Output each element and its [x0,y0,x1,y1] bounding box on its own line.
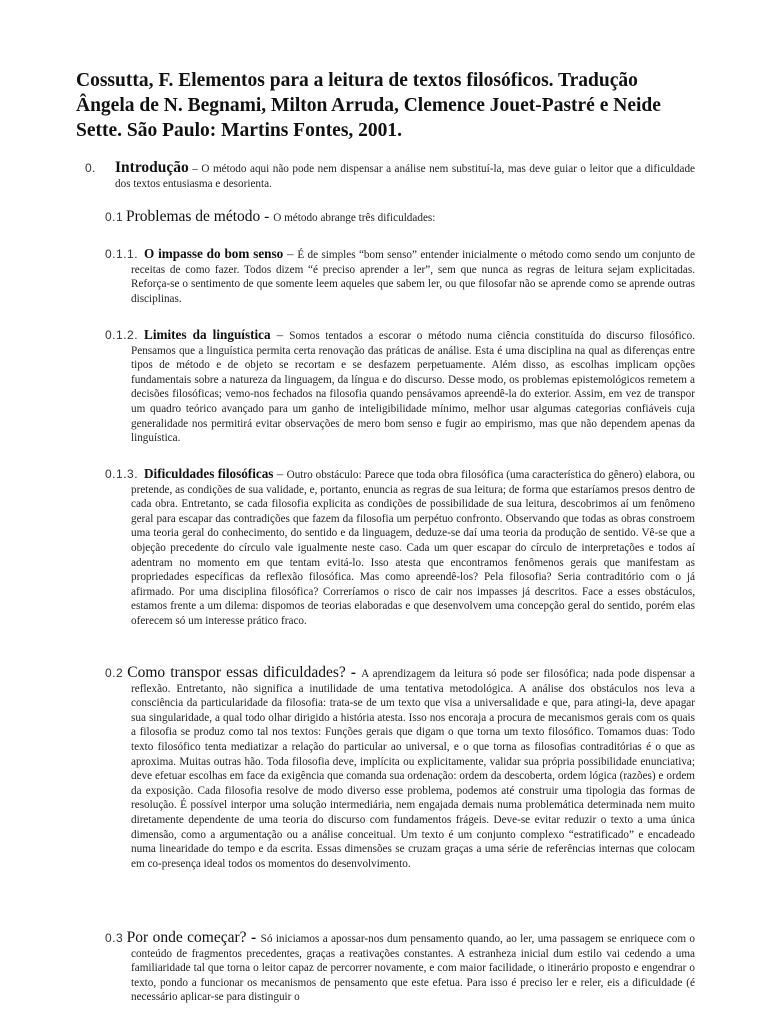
section-number: 0.1.2. [105,328,139,342]
section-por-onde-paragraph [105,931,695,1005]
section-number: 0.1 [105,210,124,224]
section-number: 0.3 [105,931,124,945]
section-heading: Como transpor essas dificuldades? [127,664,346,681]
section-como-transpor-paragraph [105,666,695,871]
section-text: A aprendizagem da leitura só pode ser filosófica; nada pode dispensar a reflexão. Entretanto, não significa a inutilidade de uma tentativa metodológica. A análise dos obstáculos nos leva a consciência da particularidade da filosofia: trata-se de um texto que visa a universalidade e que, para atingi-la, deve apagar sua singularidade, a qual todo olhar dirigido a história atesta. Isso nos encoraja a procura de mecanismos gerais com os quais a filosofia se produz como tal nos textos: Funções gerais que digam o que torna um texto filosófico. Tomamos duas: Todo texto filosófico tenta mediatizar a relação do particular ao universal, e o que torna as filosofias contraditórias é o que as aproxima. Muitas outras hão. Toda filosofia deve, implícita ou explicitamente, validar sua própria possibilidade enunciativa; deve efetuar escolhas em face da exigência que comanda sua ordenação: ordem da descoberta, ordem lógica (razões) e ordem da exposição. Cada filosofia resolve de modo diverso esse problema, podemos até construir uma tipologia das formas de resolução. É possível interpor uma solução intermediária, nem engajada demais numa problemática determinada nem muito diretamente dependente de uma teoria do discurso com fundamentos frágeis. Deve-se evitar reduzir o texto a uma única dimensão, como a argumentação ou a análise conceitual. Um texto é um conjunto complexo “estratificado” e encadeado numa linearidade do tempo e da escrita. Essas dimensões se cruzam graças a uma série de referências internas que colocam em co-presença ideal todos os momentos do desenvolvimento. [131,668,696,870]
section-text: Somos tentados a escorar o método numa ciência constituída do discurso filosófico. Pensamos que a linguística permita certa renovação das práticas de análise. Esta é uma disciplina na qual as diferenças entre tipos de método e de objeto se recortam e se desfazem perpetuamente. Além disso, as escolhas implicam opções fundamentais sobre a natureza da linguagem, da língua e do discurso. Desse modo, os problemas epistemológicos remetem a decisões filosóficas; vemo-nos fechados na filosofia quando pensávamos apreendê-la do exterior. Assim, em vez de transpor um quadro teórico avançado para um ganho de inteligibilidade mínimo, melhor usar algumas categorias confiáveis cuja generalidade nos permitirá evitar observações de mero bom senso e fugir ao empirismo, mas que não dependem apenas da linguística. [131,330,695,445]
section-problemas-de-metodo [105,210,695,226]
section-heading: Dificuldades filosóficas [144,466,274,481]
section-text: Outro obstáculo: Parece que toda obra filosófica (uma característica do gênero) elabora, ou pretende, as condições de sua validade, e, portanto, enuncia as regras de sua leitura; de forma que estaríamos presos dentro de cada obra. Entretanto, se cada filosofia explicita as condições de possibilidade de sua leitura, descobrimos aí um fenômeno geral para escapar das contradições que fazem da filosofia um perpétuo confronto. Observando que todas as obras constroem uma teoria geral do conhecimento, do sentido e da linguagem, deduze-se daí uma teoria da produção de sentido. Vê-se que a objeção precedente do círculo vale igualmente neste caso. Cada um quer escapar do círculo de interpretações e todos aí adentram no momento em que tentam evitá-lo. Isso atesta que encontramos fenômenos gerais que manifestam as propriedades específicas da reflexão filosófica. Mas como apreendê-los? Pela filosofia? Seria contraditório com o já afirmado. Por uma disciplina filosófica? Correríamos o risco de cair nos impasses já descritos. Face a esses obstáculos, estamos frente a um dilema: dispomos de teorias elaboradas e que desenvolvem uma concepção geral do sentido, porém elas oferecem só um interesse prático fraco. [131,469,695,627]
section-introducao [85,161,695,191]
heading-separator: – [188,163,202,175]
section-limites-paragraph [105,328,695,446]
heading-separator: - [345,664,362,681]
document-title: Cossutta, F. Elementos para a leitura de textos filosóficos. Tradução Ângela de N. Begnami, Milton Arruda, Clemence Jouet-Pastré e Neide Sette. São Paulo: Martins Fontes, 2001. [76,70,661,141]
section-number: 0.2 [105,666,124,680]
section-impasse-bom-senso [105,247,695,306]
section-heading: Introdução [115,159,189,176]
section-como-transpor [105,666,695,871]
section-number: 0.1.3. [105,467,139,481]
section-text: É de simples “bom senso” entender inicialmente o método como sendo um conjunto de receitas de como fazer. Todos dizem “é preciso aprender a ler”, sem que nunca as regras de leitura sejam explicitadas. Reforça-se o sentimento de que somente leem aqueles que sabem ler, ou que filosofar não se aprende como se aprende outras disciplinas. [131,249,695,305]
section-text: Só iniciamos a apossar-nos dum pensamento quando, ao ler, uma passagem se enriquece com o conteúdo de fragmentos precedentes, graças a reativações constantes. A estranheza inicial dum estilo vai cedendo a uma familiaridade tal que torna o leitor capaz de percorrer novamente, e com maior facilidade, o itinerário proposto e engendrar o texto, pondo a funcionar os mecanismos de pensamento que este efetua. Para isso é preciso ler e reler, eis a dificuldade (é necessário aplicar-se para distinguir o [131,933,696,1004]
section-por-onde-comecar [105,931,695,1005]
heading-separator: - [260,208,274,225]
section-impasse-paragraph [105,247,695,306]
section-heading: Problemas de método [125,208,261,225]
section-number: 0.1.1. [105,247,139,261]
section-text: O método aqui não pode nem dispensar a análise nem substituí-la, mas deve guiar o leitor que a dificuldade dos textos entusiasma e desorienta. [115,163,696,190]
heading-separator: – [283,246,298,261]
section-heading: O impasse do bom senso [144,246,284,261]
section-limites-linguistica [105,328,695,446]
section-dificuldades-filosoficas [105,467,695,629]
heading-separator: – [273,466,287,481]
heading-separator: – [270,327,290,342]
section-heading: Limites da linguística [144,327,271,342]
section-text: O método abrange três dificuldades: [273,212,436,224]
section-introducao-paragraph [85,161,695,191]
section-dificuldades-paragraph [105,467,695,629]
section-number: 0. [85,161,97,175]
section-heading: Por onde começar? [126,929,247,946]
section-problemas-paragraph [105,210,695,226]
heading-separator: - [246,929,261,946]
